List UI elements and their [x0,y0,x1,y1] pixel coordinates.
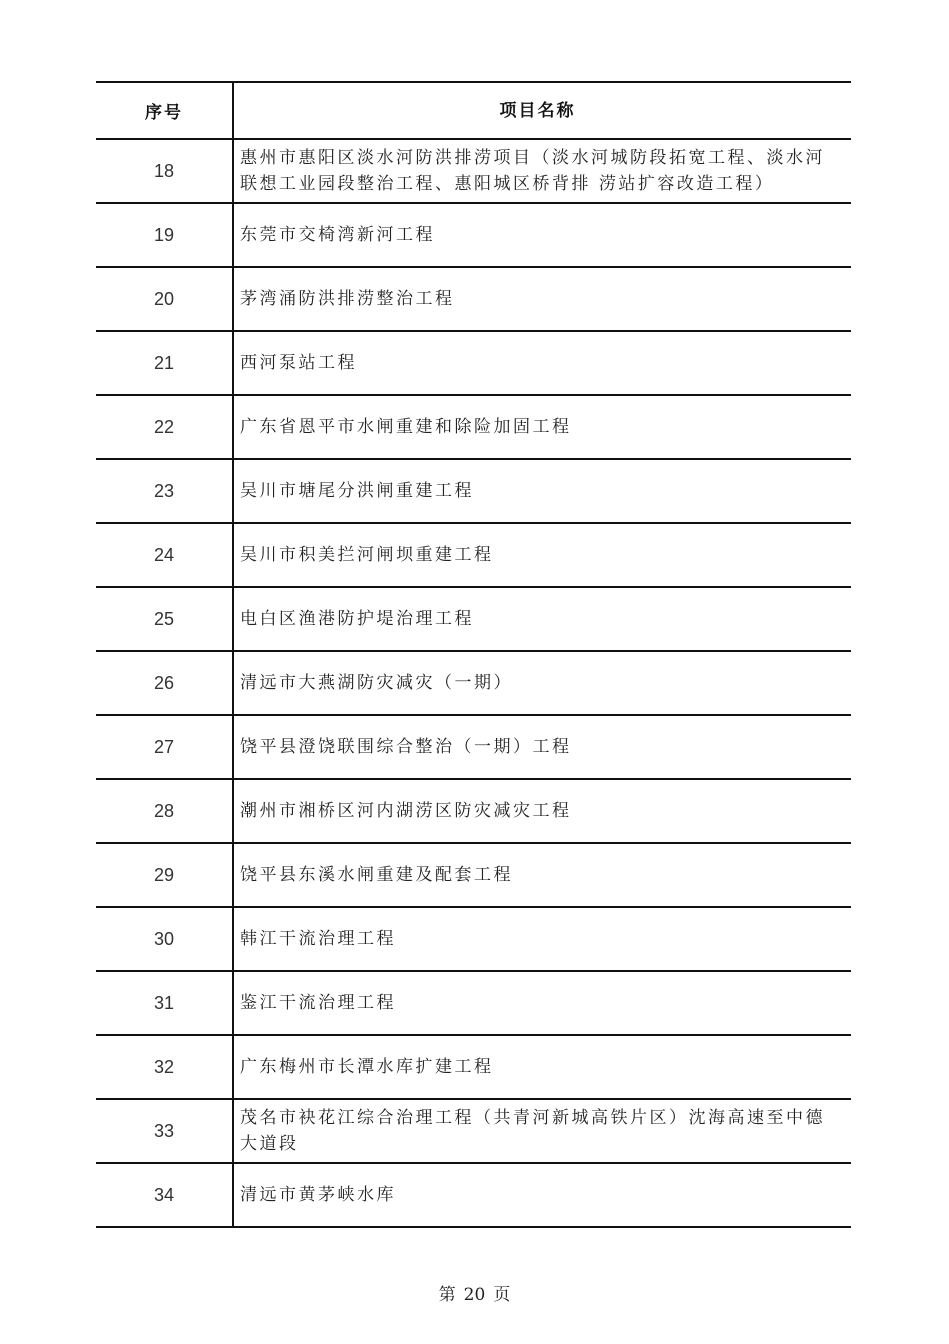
project-name-cell: 清远市大燕湖防灾减灾（一期） [240,673,513,693]
page-suffix: 页 [493,1285,511,1305]
project-name-cell: 惠州市惠阳区淡水河防洪排涝项目（淡水河城防段拓宽工程、淡水河联想工业园段整治工程、惠阳城区桥背排 涝站扩容改造工程） [240,148,825,194]
project-name-cell: 电白区渔港防护堤治理工程 [240,609,474,629]
page-number [0,1280,949,1305]
project-name-cell: 韩江干流治理工程 [240,929,396,949]
table-row [96,844,851,908]
serial-number-cell: 34 [96,1164,234,1226]
table-header-row [96,83,851,140]
project-name-cell: 广东梅州市长潭水库扩建工程 [240,1057,494,1077]
project-name-cell: 广东省恩平市水闸重建和除险加固工程 [240,417,572,437]
table-row [96,972,851,1036]
table-row [96,716,851,780]
project-name-cell: 鉴江干流治理工程 [240,993,396,1013]
table-row [96,524,851,588]
serial-number-cell: 33 [96,1100,234,1162]
header-serial-number: 序号 [96,83,234,138]
table-row [96,396,851,460]
serial-number-cell: 22 [96,396,234,458]
table-row [96,204,851,268]
serial-number-cell: 32 [96,1036,234,1098]
project-name-cell: 东莞市交椅湾新河工程 [240,225,435,245]
table-row [96,460,851,524]
serial-number-cell: 24 [96,524,234,586]
serial-number-cell: 29 [96,844,234,906]
project-name-cell: 吴川市塘尾分洪闸重建工程 [240,481,474,501]
serial-number-cell: 18 [96,140,234,202]
table-row [96,268,851,332]
page-value: 20 [463,1285,486,1305]
project-name-cell: 潮州市湘桥区河内湖涝区防灾减灾工程 [240,801,572,821]
table-row [96,1036,851,1100]
serial-number-cell: 21 [96,332,234,394]
table-row [96,908,851,972]
project-name-cell: 茅湾涌防洪排涝整治工程 [240,289,455,309]
page-prefix: 第 [438,1285,456,1305]
table-row [96,652,851,716]
header-project-name: 项目名称 [499,100,576,121]
table-row [96,588,851,652]
serial-number-cell: 31 [96,972,234,1034]
serial-number-cell: 27 [96,716,234,778]
table-row [96,780,851,844]
table-row [96,332,851,396]
table-row [96,1100,851,1164]
project-table [96,81,851,1228]
project-name-cell: 饶平县澄饶联围综合整治（一期）工程 [240,737,572,757]
serial-number-cell: 28 [96,780,234,842]
project-name-cell: 茂名市袂花江综合治理工程（共青河新城高铁片区）沈海高速至中德大道段 [240,1108,825,1154]
project-name-cell: 西河泵站工程 [240,353,357,373]
table-row [96,1164,851,1228]
project-name-cell: 清远市黄茅峡水库 [240,1185,396,1205]
project-name-cell: 饶平县东溪水闸重建及配套工程 [240,865,513,885]
serial-number-cell: 26 [96,652,234,714]
table-row [96,140,851,204]
serial-number-cell: 25 [96,588,234,650]
serial-number-cell: 23 [96,460,234,522]
serial-number-cell: 30 [96,908,234,970]
project-name-cell: 吴川市积美拦河闸坝重建工程 [240,545,494,565]
serial-number-cell: 19 [96,204,234,266]
serial-number-cell: 20 [96,268,234,330]
